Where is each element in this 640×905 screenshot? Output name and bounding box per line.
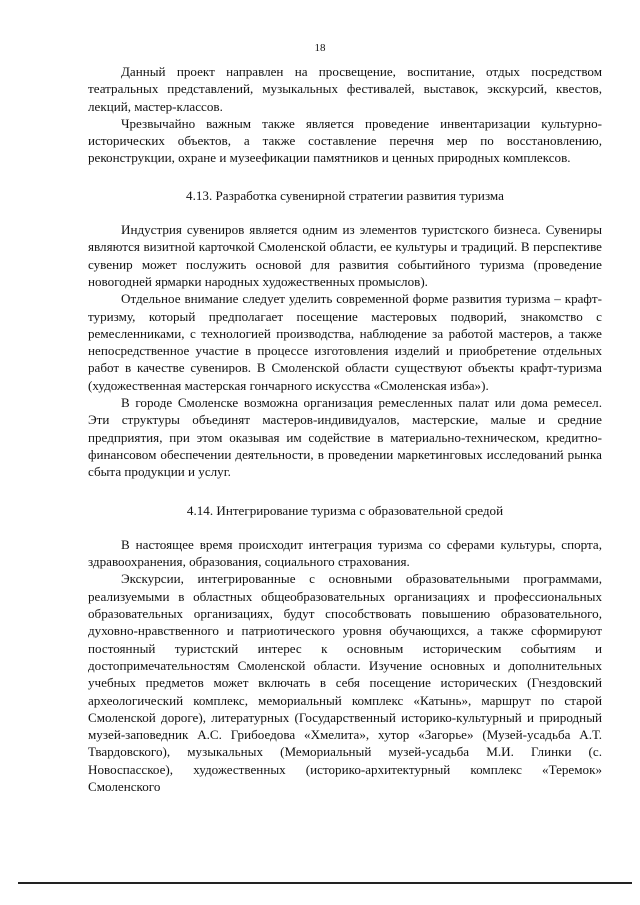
section-4-13-paragraph-2: Отдельное внимание следует уделить современной форме развития туризма – крафт-туризму, который предполагает посещение мастеровых подворий, знакомство с ремесленниками, с технологией производства, наблюдение за работой мастеров, а также непосредственное участие в процессе изготовления изделий и приобретение отдельных работ в качестве сувениров. В Смоленской области существуют объекты крафт-туризма (художественная мастерская гончарного искусства «Смоленская изба»). (88, 291, 602, 393)
section-4-13-paragraph-3: В городе Смоленске возможна организация ремесленных палат или дома ремесел. Эти структуры объединят мастеров-индивидуалов, мастерские, малые и средние предприятия, при этом оказывая им содействие в материально-техническом, кредитно-финансовом обеспечении деятельности, в проведении маркетинговых исследований рынка сбыта продукции и услуг. (88, 395, 602, 480)
page-body (88, 63, 602, 795)
section-4-14-paragraph-1: В настоящее время происходит интеграция туризма со сферами культуры, спорта, здравоохранения, образования, социального страхования. (88, 536, 602, 570)
section-4-13-paragraph-1: Индустрия сувениров является одним из элементов туристского бизнеса. Сувениры являются визитной карточкой Смоленской области, ее культуры и традиций. В перспективе сувенир может послужить основой для развития событийного туризма (проведение новогодней ярмарки народных художественных промыслов). (88, 222, 602, 289)
intro-paragraph-2: Чрезвычайно важным также является проведение инвентаризации культурно-исторических объектов, а также составление перечня мер по восстановлению, реконструкции, охране и музеефикации памятников и ценных природных комплексов. (88, 115, 602, 166)
page-number: 18 (314, 42, 326, 54)
intro-paragraph-1: Данный проект направлен на просвещение, воспитание, отдых посредством театральных представлений, музыкальных фестивалей, выставок, экскурсий, квестов, лекций, мастер-классов. (88, 64, 602, 114)
section-4-13-heading: 4.13. Разработка сувенирной стратегии развития туризма (186, 187, 504, 203)
section-4-14-heading: 4.14. Интегрирование туризма с образовательной средой (186, 502, 504, 518)
section-4-14-paragraph-2: Экскурсии, интегрированные с основными образовательными программами, реализуемыми в областных общеобразовательных организациях и профессиональных образовательных организациях, будут способствовать повышению образовательного, духовно-нравственного и патриотического уровня обучающихся, а также сформируют постоянный туристский интерес к основным историческим событиям и достопримечательностям Смоленской области. Изучение основных и дополнительных учебных предметов может включать в себя посещение исторических (Гнездовский археологический комплекс, мемориальный комплекс «Катынь», маршрут по старой Смоленской дороге), литературных (Государственный историко-культурный и природный музей-заповедник А.С. Грибоедова «Хмелита», хутор «Загорье» (Музей-усадьба А.Т. Твардовского), музыкальных (Мемориальный музей-усадьба М.И. Глинки (с. Новоспасское), художественных (историко-архитектурный комплекс «Теремок» Смоленского (88, 571, 602, 794)
bottom-rule-divider (18, 882, 632, 884)
